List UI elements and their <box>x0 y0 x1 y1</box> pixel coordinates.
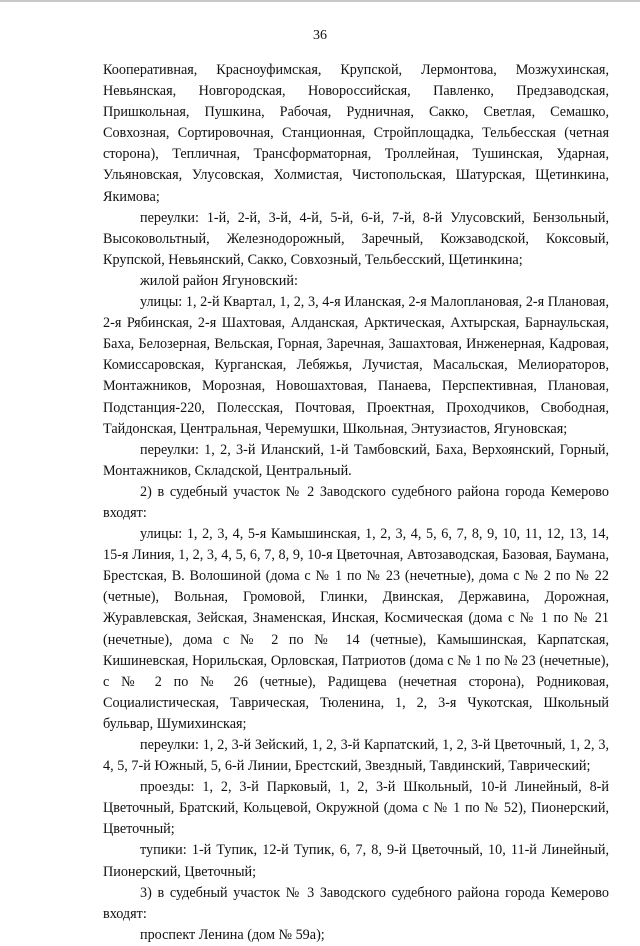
top-edge-rule <box>0 0 640 2</box>
paragraph-section-3-heading: 3) в судебный участок № 3 Заводского судебного района города Кемерово входят: <box>103 884 609 922</box>
page-number: 36 <box>313 28 327 43</box>
paragraph-section-2-streets: улицы: 1, 2, 3, 4, 5-я Камышинская, 1, 2, 3, 4, 5, 6, 7, 8, 9, 10, 11, 12, 13, 14, 15-я Линия, 1, 2, 3, 4, 5, 6, 7, 8, 9, 10-я Цветочная, Автозаводская, Базовая, Баумана, Брестская, В. Волошиной (дома с № 1 по № 23 (нечетные), дома с № 2 по № 22 (четные), Вольная, Громовой, Глинки, Двинская, Державина, Дорожная, Журавлевская, Зейская, Знаменская, Инская, Космическая (дома с № 1 по № 21 (нечетные), дома с № 2 по № 14 (четные), Камышинская, Карпатская, Кишиневская, Норильская, Орловская, Патриотов (дома с № 1 по № 23 (нечетные), с № 2 по № 26 (четные), Радищева (нечетная сторона), Родниковая, Социалистическая, Таврическая, Тюленина, 1, 2, 3-я Чукотская, Школьный бульвар, Шумихинская; <box>103 526 609 732</box>
paragraph-section-2-passages: проезды: 1, 2, 3-й Парковый, 1, 2, 3-й Школьный, 10-й Линейный, 8-й Цветочный, Братский, Кольцевой, Окружной (дома с № 1 по № 52), Пионерский, Цветочный; <box>103 779 609 838</box>
paragraph-streets-continued: Кооперативная, Красноуфимская, Крупской, Лермонтова, Мозжухинская, Невьянская, Новгородская, Новороссийская, Павленко, Предзаводская, Пришкольная, Пушкина, Рабочая, Рудничная, Сакко, Светлая, Семашко, Совхозная, Сортировочная, Станционная, Стройплощадка, Тельбесская (четная сторона), Тепличная, Трансформаторная, Троллейная, Тушинская, Ударная, Ульяновская, Улусовская, Холмистая, Чистопольская, Шатурская, Щетинкина, Якимова; <box>103 62 609 205</box>
paragraph-section-3-avenue: проспект Ленина (дом № 59а); <box>140 926 325 943</box>
paragraph-section-2-lanes: переулки: 1, 2, 3-й Зейский, 1, 2, 3-й Карпатский, 1, 2, 3-й Цветочный, 1, 2, 3, 4, 5, 7-й Южный, 5, 6-й Линии, Брестский, Звездный, Тавдинский, Таврический; <box>103 737 609 775</box>
paragraph-section-2-dead-ends: тупики: 1-й Тупик, 12-й Тупик, 6, 7, 8, 9-й Цветочный, 10, 11-й Линейный, Пионерский, Цветочный; <box>103 842 609 880</box>
paragraph-section-2-heading: 2) в судебный участок № 2 Заводского судебного района города Кемерово входят: <box>103 483 609 521</box>
paragraph-lanes-1: переулки: 1-й, 2-й, 3-й, 4-й, 5-й, 6-й, 7-й, 8-й Улусовский, Бензольный, Высоковольтный, Железнодорожный, Заречный, Кожзаводской, Коксовый, Крупской, Невьянский, Сакко, Совхозный, Тельбесский, Щетинкина; <box>103 209 609 268</box>
paragraph-district-streets: улицы: 1, 2-й Квартал, 1, 2, 3, 4-я Иланская, 2-я Малоплановая, 2-я Плановая, 2-я Рябинская, 2-я Шахтовая, Алданская, Арктическая, Ахтырская, Барнаульская, Баха, Белозерная, Вельская, Горная, Заречная, Зашахтовая, Инженерная, Кадровая, Комиссаровская, Курганская, Лебяжья, Лучистая, Масальская, Мелиораторов, Монтажников, Морозная, Новошахтовая, Панаева, Перспективная, Плановая, Подстанция-220, Полесская, Почтовая, Проектная, Проходчиков, Свободная, Тайдонская, Центральная, Черемушки, Школьная, Энтузиастов, Ягуновская; <box>103 294 609 437</box>
paragraph-district-heading: жилой район Ягуновский: <box>140 272 298 289</box>
paragraph-district-lanes: переулки: 1, 2, 3-й Иланский, 1-й Тамбовский, Баха, Верхоянский, Горный, Монтажников, Складской, Центральный. <box>103 441 609 479</box>
document-body <box>103 60 609 946</box>
